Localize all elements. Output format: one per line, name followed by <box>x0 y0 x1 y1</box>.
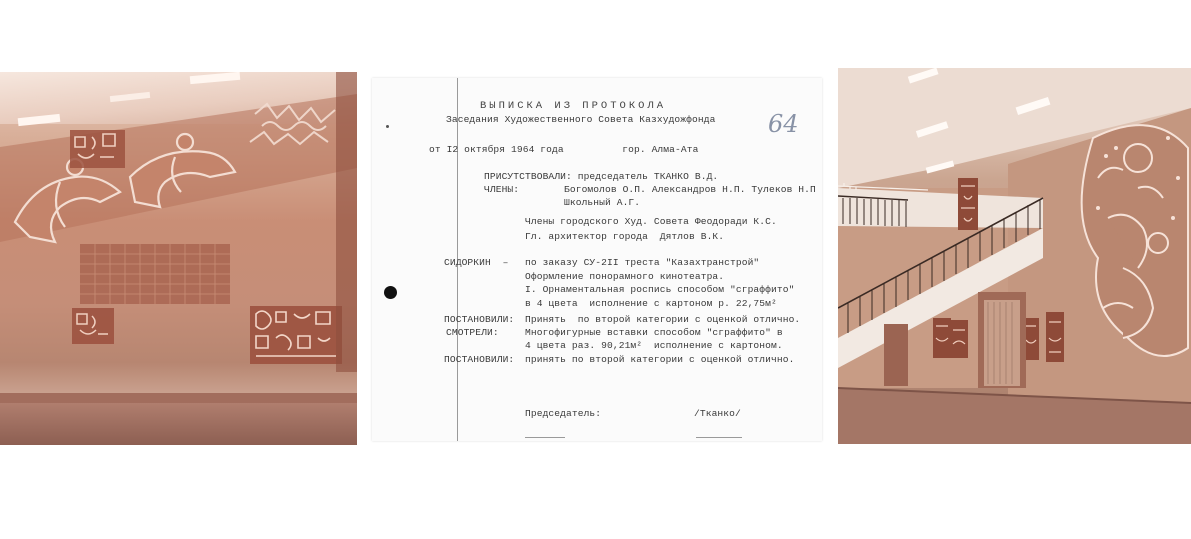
resolved-text-2: принять по второй категории с оценкой отлично. <box>525 354 795 365</box>
clipped-text-line <box>696 437 742 441</box>
speaker-line-4: в 4 цвета исполнение с картоном р. 22,75м² <box>525 298 777 309</box>
right-photo-foyer <box>838 68 1191 444</box>
speaker-line-2: Оформление понорамного кинотеатра. <box>525 271 725 282</box>
sgraffito-mural <box>0 72 357 445</box>
ornament-panel <box>950 320 968 358</box>
foyer-scene <box>838 68 1191 444</box>
ink-dot <box>386 125 389 128</box>
resolved-label-2: ПОСТАНОВИЛИ: <box>444 354 515 365</box>
document-subtitle: Заседания Художественного Совета Казхудожфонда <box>446 114 716 125</box>
speaker-line-3: I. Орнаментальная роспись способом "сграффито" <box>525 284 795 295</box>
ornament-panel <box>1046 312 1064 362</box>
present-line: ПРИСУТСТВОВАЛИ: председатель ТКАНКО В.Д. <box>484 171 719 182</box>
date-line: от I2 октября 1964 года гор. Алма-Ата <box>429 144 699 155</box>
viewed-line-1: Многофигурные вставки способом "сграффито" в <box>525 327 783 338</box>
door-curtain <box>984 300 1020 386</box>
left-photo-cinema-hall <box>0 72 357 445</box>
wall-pilaster <box>336 72 357 372</box>
speaker-label: СИДОРКИН – <box>444 257 509 268</box>
members-line-4: Гл. архитектор города Дятлов В.К. <box>525 231 725 242</box>
ceiling-lamp <box>190 72 241 84</box>
speaker-line-1: по заказу СУ-2II треста "Казахтранстрой" <box>525 257 760 268</box>
members-line-2: Школьный А.Г. <box>564 197 641 208</box>
resolved-text-1: Принять по второй категории с оценкой отлично. <box>525 314 801 325</box>
protocol-document <box>372 78 822 441</box>
chairman-name: /Тканко/ <box>694 408 741 419</box>
side-door <box>884 324 908 386</box>
chairman-label: Председатель: <box>525 408 602 419</box>
ornament-panel <box>933 318 951 358</box>
punch-hole <box>384 286 397 299</box>
ceiling-lamp <box>110 92 150 102</box>
document-title: ВЫПИСКА ИЗ ПРОТОКОЛА <box>480 100 667 112</box>
viewed-label: СМОТРЕЛИ: <box>446 327 499 338</box>
clipped-text-line <box>525 437 565 441</box>
resolved-label-1: ПОСТАНОВИЛИ: <box>444 314 515 325</box>
ceiling-lamp <box>18 114 61 126</box>
members-line-3: Члены городского Худ. Совета Феодоради К.С. <box>525 216 777 227</box>
viewed-line-2: 4 цвета раз. 90,21м² исполнение с картоном. <box>525 340 783 351</box>
handwritten-page-number: 64 <box>768 110 799 138</box>
members-line-1: Богомолов О.П. Александров Н.П. Тулеков Н.П <box>564 184 816 195</box>
members-label: ЧЛЕНЫ: <box>484 184 520 195</box>
ornament-panel <box>70 130 125 168</box>
